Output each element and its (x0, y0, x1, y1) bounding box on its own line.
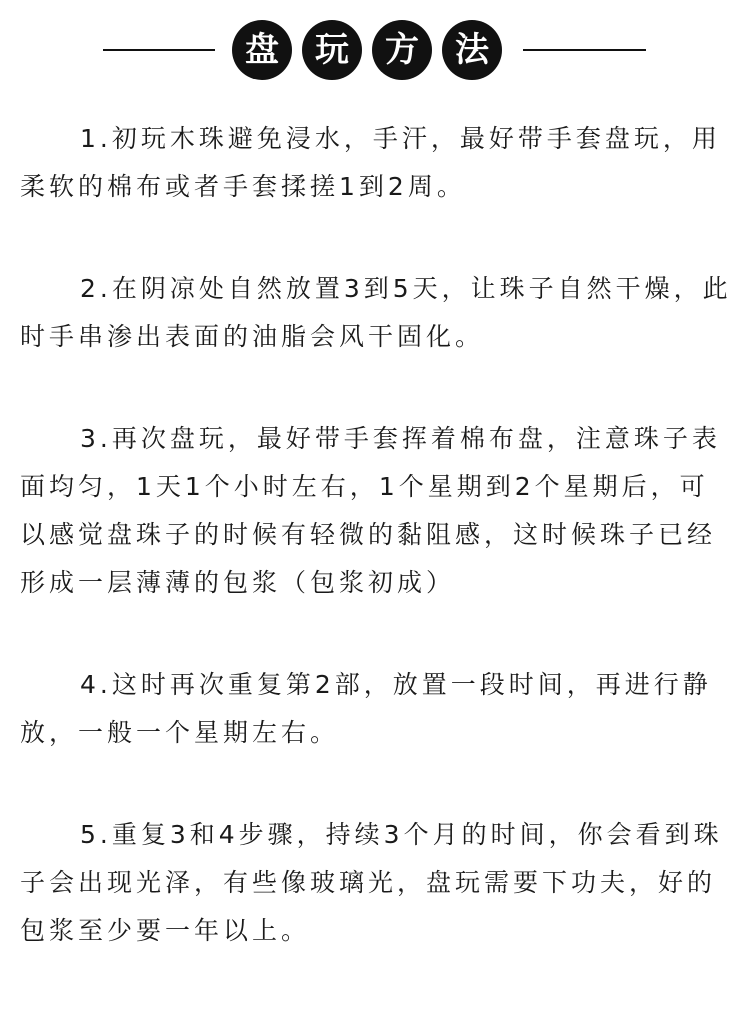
step-3-paragraph: 3.再次盘玩，最好带手套挥着棉布盘，注意珠子表面均匀，1天1个小时左右，1个星期到2个星期后，可以感觉盘珠子的时候有轻微的黏阻感，这时候珠子已经形成一层薄薄的包浆（包浆初成） (20, 424, 721, 597)
step-1-paragraph: 1.初玩木珠避免浸水，手汗，最好带手套盘玩，用柔软的棉布或者手套揉搓1到2周。 (20, 124, 721, 201)
page-header (0, 18, 750, 82)
step-2-paragraph: 2.在阴凉处自然放置3到5天，让珠子自然干燥，此时手串渗出表面的油脂会风干固化。 (20, 274, 732, 351)
title-char-2: 玩 (302, 20, 362, 80)
title-char-1: 盘 (232, 20, 292, 80)
page-title (232, 18, 504, 82)
right-divider-line (523, 49, 646, 51)
title-char-4: 法 (442, 20, 502, 80)
left-divider-line (103, 49, 215, 51)
instructions-body (20, 115, 736, 1009)
title-char-3: 方 (372, 20, 432, 80)
step-4-paragraph: 4.这时再次重复第2部，放置一段时间，再进行静放，一般一个星期左右。 (20, 670, 712, 747)
step-5-paragraph: 5.重复3和4步骤，持续3个月的时间，你会看到珠子会出现光泽，有些像玻璃光，盘玩需要下功夫，好的包浆至少要一年以上。 (20, 820, 723, 945)
